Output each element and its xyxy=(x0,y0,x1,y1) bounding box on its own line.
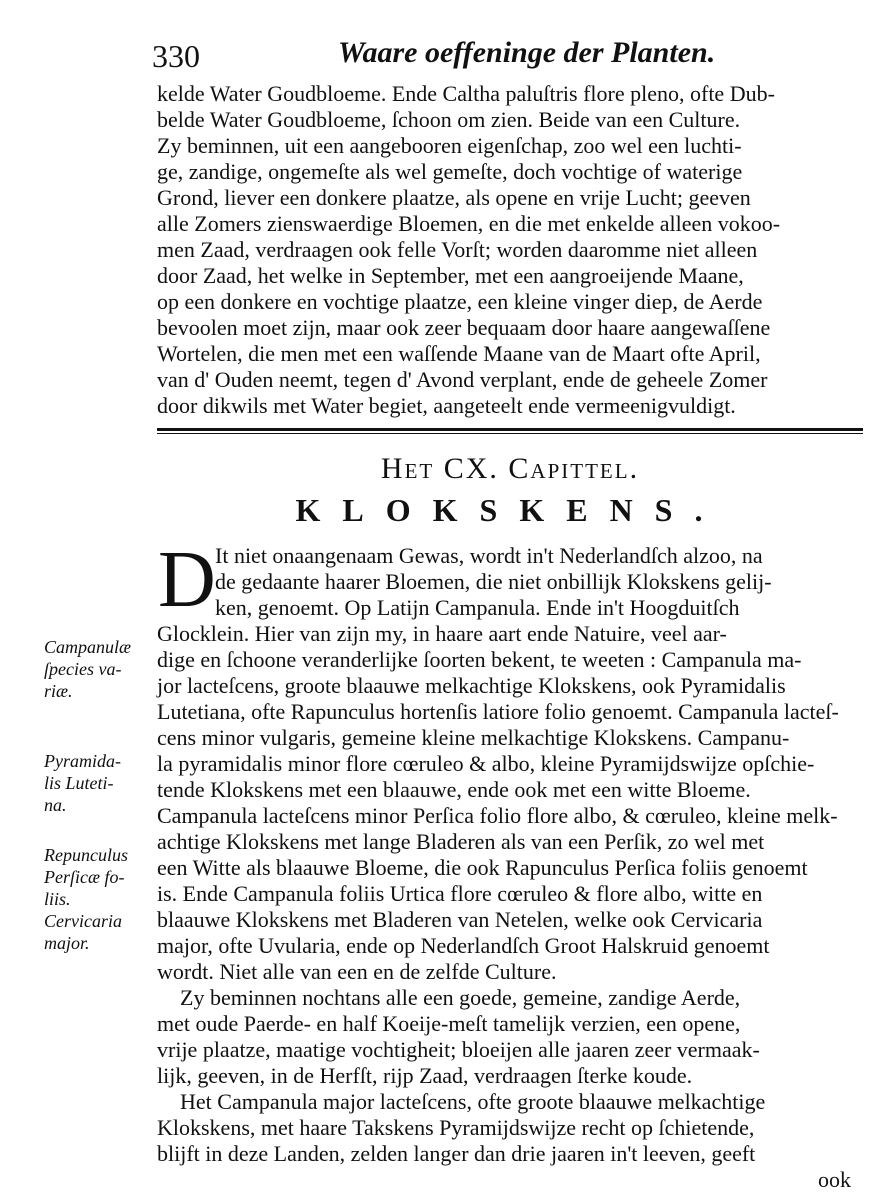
margin-note: Cervicaria xyxy=(44,911,122,931)
margin-note: lis Luteti- xyxy=(44,773,114,793)
text-line: Glocklein. Hier van zijn my, in haare aart ende Natuire, veel aar- xyxy=(157,621,727,646)
text-line: blaauwe Klokskens met Bladeren van Netelen, welke ook Cervicaria xyxy=(157,907,763,932)
text-line: cens minor vulgaris, gemeine kleine melkachtige Klokskens. Campanu- xyxy=(157,725,790,750)
text-line: Het Campanula major lacteſcens, ofte groote blaauwe melkachtige xyxy=(180,1089,766,1114)
margin-note: ſpecies va- xyxy=(44,659,122,679)
page-header xyxy=(152,36,872,76)
section-rule-thin xyxy=(157,433,863,434)
drop-cap: D xyxy=(158,536,216,624)
text-line: ken, genoemt. Op Latijn Campanula. Ende in't Hoogduitſch xyxy=(215,595,740,620)
text-line: wordt. Niet alle van een en de zelfde Culture. xyxy=(157,959,557,984)
chapter-heading: Het CX. Capittel. xyxy=(380,452,640,485)
text-line: is. Ende Campanula foliis Urtica flore cœruleo & flore albo, witte en xyxy=(157,881,763,906)
text-line: door dikwils met Water begiet, aangeteelt ende vermeenigvuldigt. xyxy=(157,393,736,418)
running-title: Waare oeffeninge der Planten. xyxy=(338,36,716,69)
text-line: ge, zandige, ongemeſte als wel gemeſte, doch vochtige of waterige xyxy=(157,159,743,184)
margin-note: riæ. xyxy=(44,681,73,701)
text-line: tende Klokskens met een blaauwe, ende ook met een witte Bloeme. xyxy=(157,777,751,802)
text-line: belde Water Goudbloeme, ſchoon om zien. Beide van een Culture. xyxy=(157,107,741,132)
text-line: lijk, geeven, in de Herfſt, rijp Zaad, verdraagen ſterke koude. xyxy=(157,1063,693,1088)
text-line: major, ofte Uvularia, ende op Nederlandſch Groot Halskruid genoemt xyxy=(157,933,770,958)
text-line: van d' Ouden neemt, tegen d' Avond verplant, ende de geheele Zomer xyxy=(157,367,768,392)
text-line: Grond, liever een donkere plaatze, als opene en vrije Lucht; geeven xyxy=(157,185,751,210)
margin-note: Repunculus xyxy=(44,845,128,865)
text-line: Campanula lacteſcens minor Perſica folio flore albo, & cœruleo, kleine melk- xyxy=(157,803,838,828)
text-line: bevoolen moet zijn, maar ook zeer bequaam door haare aangewaſſene xyxy=(157,315,771,340)
page-number: 330 xyxy=(152,38,200,74)
text-line: op een donkere en vochtige plaatze, een kleine vinger diep, de Aerde xyxy=(157,289,763,314)
text-line: Klokskens, met haare Takskens Pyramijdswijze recht op ſchietende, xyxy=(157,1115,755,1140)
margin-note: na. xyxy=(44,795,67,815)
text-line: vrije plaatze, maatige vochtigheit; bloeijen alle jaaren zeer vermaak- xyxy=(157,1037,760,1062)
text-line: la pyramidalis minor flore cœruleo & albo, kleine Pyramijdswijze opſchie- xyxy=(157,751,815,776)
margin-note: major. xyxy=(44,933,90,953)
section-rule xyxy=(157,428,863,431)
text-line: achtige Klokskens met lange Bladeren als van een Perſik, zo wel met xyxy=(157,829,765,854)
text-line: alle Zomers zienswaerdige Bloemen, en die met enkelde alleen vokoo- xyxy=(157,211,781,236)
text-line: men Zaad, verdraagen ook felle Vorſt; worden daaromme niet alleen xyxy=(157,237,758,262)
text-line: door Zaad, het welke in September, met een aangroeijende Maane, xyxy=(157,263,744,288)
text-line: jor lacteſcens, groote blaauwe melkachtige Klokskens, ook Pyramidalis xyxy=(157,673,786,698)
catchword: ook xyxy=(818,1167,851,1192)
margin-note: Pyramida- xyxy=(44,751,121,771)
text-line: blijft in deze Landen, zelden langer dan drie jaaren in't leeven, geeft xyxy=(157,1141,756,1166)
chapter-title: KLOKSKENS. xyxy=(295,492,725,528)
margin-note: liis. xyxy=(44,889,71,909)
text-line: kelde Water Goudbloeme. Ende Caltha paluſtris flore pleno, ofte Dub- xyxy=(157,81,775,106)
text-line: Zy beminnen, uit een aangebooren eigenſchap, zoo wel een luchti- xyxy=(157,133,742,158)
text-line: Wortelen, die men met een waſſende Maane van de Maart ofte April, xyxy=(157,341,761,366)
margin-note: Campanulæ xyxy=(44,637,132,657)
text-line: de gedaante haarer Bloemen, die niet onbillijk Klokskens gelij- xyxy=(215,569,772,594)
text-line: dige en ſchoone veranderlijke ſoorten bekent, te weeten : Campanula ma- xyxy=(157,647,802,672)
text-line: een Witte als blaauwe Bloeme, die ook Rapunculus Perſica foliis genoemt xyxy=(157,855,808,880)
text-line: Zy beminnen nochtans alle een goede, gemeine, zandige Aerde, xyxy=(180,985,741,1010)
margin-note: Perſicæ fo- xyxy=(44,867,125,887)
text-line: Lutetiana, ofte Rapunculus hortenſis latiore folio genoemt. Campanula lacteſ- xyxy=(157,699,839,724)
text-line: It niet onaangenaam Gewas, wordt in't Nederlandſch alzoo, na xyxy=(215,543,763,568)
text-line: met oude Paerde- en half Koeije-meſt tamelijk verzien, een opene, xyxy=(157,1011,741,1036)
